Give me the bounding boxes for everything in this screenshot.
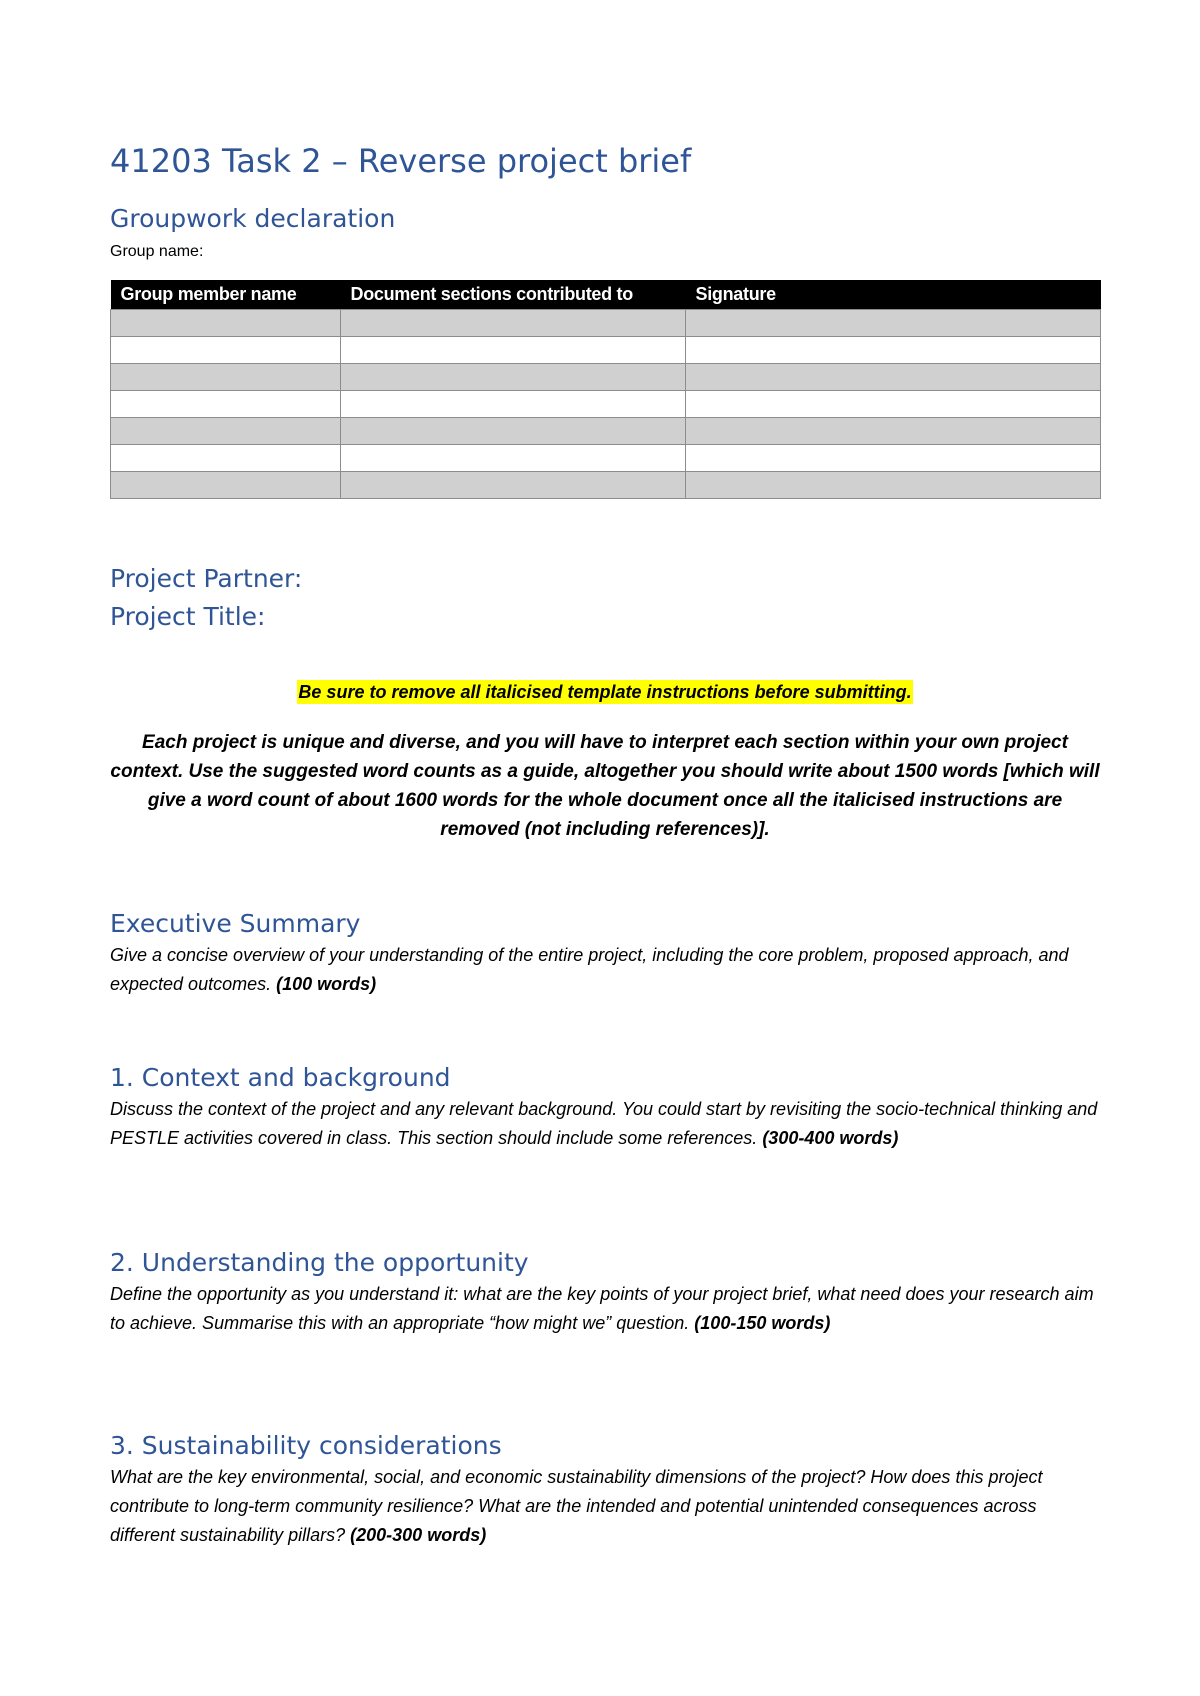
member-name-cell[interactable] [111, 445, 341, 472]
group-name-label: Group name: [110, 243, 204, 260]
table-row [111, 418, 1101, 445]
table-row [111, 337, 1101, 364]
member-name-cell[interactable] [111, 310, 341, 337]
signature-cell[interactable] [686, 418, 1101, 445]
word-count: (100-150 words) [694, 1313, 831, 1333]
signature-cell[interactable] [686, 364, 1101, 391]
template-instructions: Each project is unique and diverse, and you will have to interpret each section within your own project context. Use the suggested word counts as a guide, altogether you should write about 1500 words [which will give a word count of about 1600 words for the whole document once all the italicised instructions are removed (not including references)]. [110, 732, 1100, 840]
notice-line [110, 682, 1100, 703]
section-heading-sustainability: 3. Sustainability considerations [110, 1431, 502, 1460]
remove-instructions-notice: Be sure to remove all italicised template instructions before submitting. [298, 682, 912, 702]
member-name-cell[interactable] [111, 418, 341, 445]
section-instruction-text: What are the key environmental, social, and economic sustainability dimensions of the project? How does this project contribute to long-term community resilience? What are the intended and potential unintended consequences across different sustainability pillars? [110, 1467, 1043, 1545]
table-row [111, 445, 1101, 472]
member-name-cell[interactable] [111, 391, 341, 418]
word-count: (100 words) [276, 974, 377, 994]
table-header-row [111, 280, 1101, 310]
section-description [110, 1095, 1100, 1153]
section-description [110, 1280, 1100, 1338]
group-members-table [110, 280, 1101, 499]
table-row [111, 391, 1101, 418]
section-description [110, 941, 1100, 999]
word-count: (200-300 words) [350, 1525, 487, 1545]
section-instruction-text: Give a concise overview of your understanding of the entire project, including the core problem, proposed approach, and expected outcomes. [110, 945, 1069, 994]
section-heading-context: 1. Context and background [110, 1063, 451, 1092]
project-title-label: Project Title: [110, 602, 266, 631]
section-heading-opportunity: 2. Understanding the opportunity [110, 1248, 529, 1277]
groupwork-heading: Groupwork declaration [110, 204, 396, 233]
member-name-cell[interactable] [111, 337, 341, 364]
word-count: (300-400 words) [762, 1128, 899, 1148]
section-instruction-text: Discuss the context of the project and any relevant background. You could start by revisiting the socio-technical thinking and PESTLE activities covered in class. This section should include some references. [110, 1099, 1098, 1148]
sections-cell[interactable] [341, 391, 686, 418]
document-title: 41203 Task 2 – Reverse project brief [110, 142, 692, 180]
sections-cell[interactable] [341, 337, 686, 364]
sections-cell[interactable] [341, 364, 686, 391]
signature-cell[interactable] [686, 391, 1101, 418]
sections-cell[interactable] [341, 472, 686, 499]
column-header-sections: Document sections contributed to [341, 280, 686, 310]
signature-cell[interactable] [686, 472, 1101, 499]
column-header-signature: Signature [686, 280, 1101, 310]
sections-cell[interactable] [341, 310, 686, 337]
table-row [111, 472, 1101, 499]
sections-cell[interactable] [341, 418, 686, 445]
table-row [111, 364, 1101, 391]
section-heading-executive-summary: Executive Summary [110, 909, 361, 938]
member-name-cell[interactable] [111, 472, 341, 499]
signature-cell[interactable] [686, 445, 1101, 472]
sections-cell[interactable] [341, 445, 686, 472]
table-row [111, 310, 1101, 337]
column-header-member-name: Group member name [111, 280, 341, 310]
section-instruction-text: Define the opportunity as you understand it: what are the key points of your project brief, what need does your research aim to achieve. Summarise this with an appropriate “how might we” question. [110, 1284, 1094, 1333]
signature-cell[interactable] [686, 337, 1101, 364]
signature-cell[interactable] [686, 310, 1101, 337]
project-partner-label: Project Partner: [110, 564, 303, 593]
section-description [110, 1463, 1100, 1550]
member-name-cell[interactable] [111, 364, 341, 391]
